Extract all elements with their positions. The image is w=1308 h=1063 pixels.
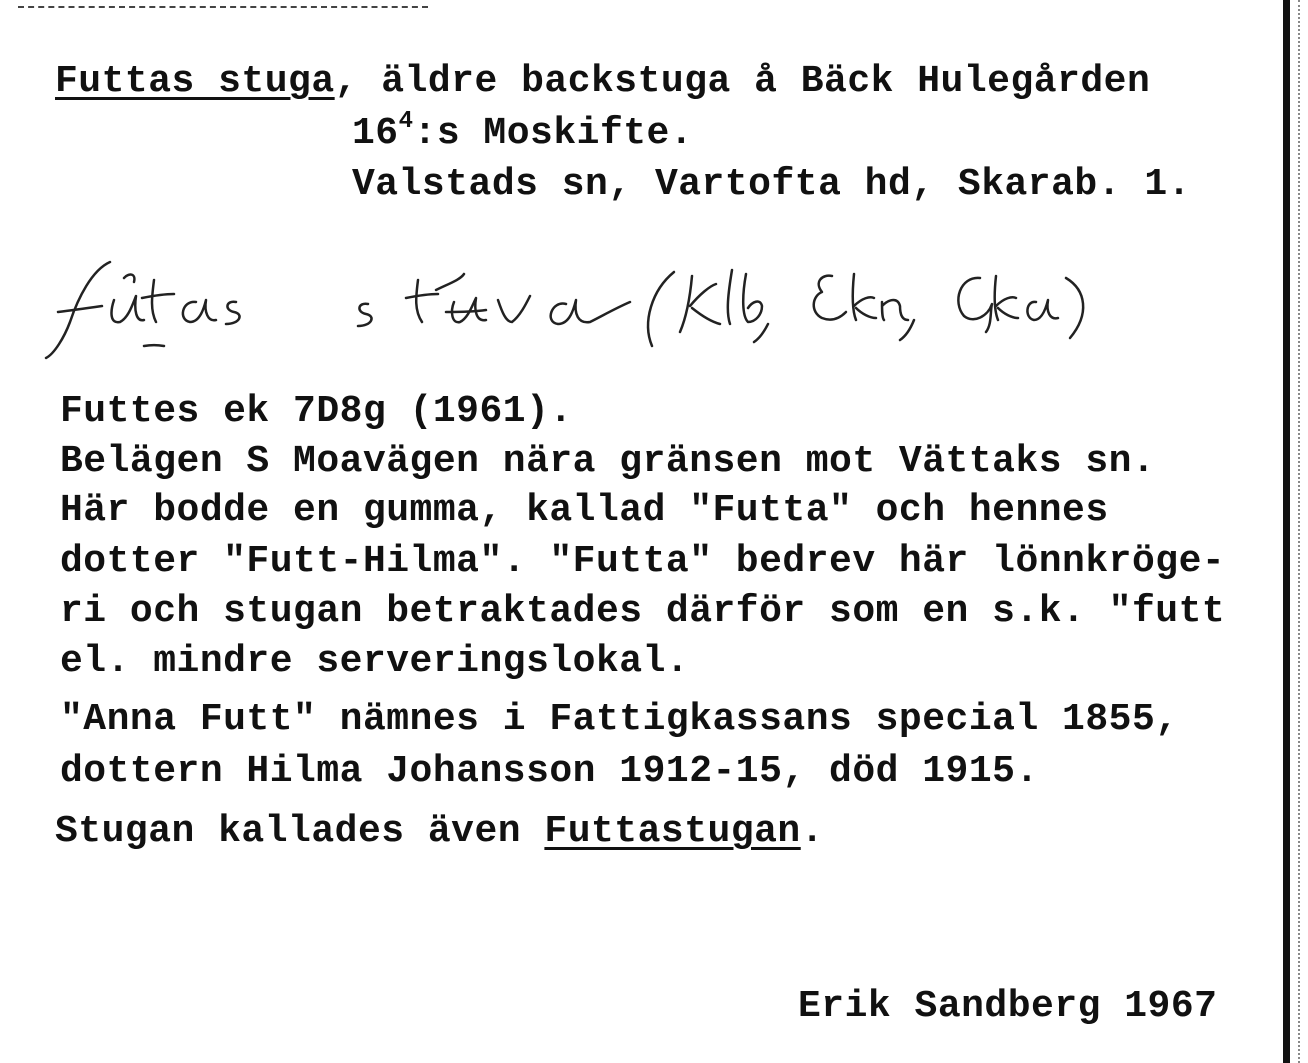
card-edge-speckle bbox=[1298, 0, 1302, 1063]
body-line-9: Stugan kallades även Futtastugan. bbox=[55, 810, 825, 853]
header-line-1 bbox=[55, 60, 1150, 104]
underlined-name: Futtastugan bbox=[544, 810, 801, 853]
body-line-8: dottern Hilma Johansson 1912-15, död 1915. bbox=[60, 750, 1039, 793]
body-line-2: Belägen S Moavägen nära gränsen mot Vättaks sn. bbox=[60, 440, 1156, 483]
superscript: 4 bbox=[398, 108, 414, 135]
signature-line: Erik Sandberg 1967 bbox=[798, 985, 1218, 1028]
body-line-7: "Anna Futt" nämnes i Fattigkassans special 1855, bbox=[60, 698, 1179, 741]
top-edge-dashes bbox=[18, 6, 428, 8]
place-name-title: Futtas stuga bbox=[55, 60, 335, 103]
header-line-2: $16^4:s$ Moskifte. bbox=[352, 108, 694, 155]
handwritten-annotation bbox=[40, 250, 1100, 360]
body-line-4: dotter "Futt-Hilma". "Futta" bedrev här lönnkröge- bbox=[60, 540, 1226, 583]
body-line-3: Här bodde en gumma, kallad "Futta" och hennes bbox=[60, 489, 1109, 532]
card-right-edge bbox=[1283, 0, 1290, 1063]
header-line-3: Valstads sn, Vartofta hd, Skarab. 1. bbox=[352, 163, 1191, 206]
body-line-1: Futtes ek 7D8g (1961). bbox=[60, 390, 573, 433]
place-description: , äldre backstuga å Bäck Hulegården bbox=[334, 60, 1151, 103]
body-line-6: el. mindre serveringslokal. bbox=[60, 640, 690, 683]
body-line-5: ri och stugan betraktades därför som en s.k. "futt bbox=[60, 590, 1226, 633]
